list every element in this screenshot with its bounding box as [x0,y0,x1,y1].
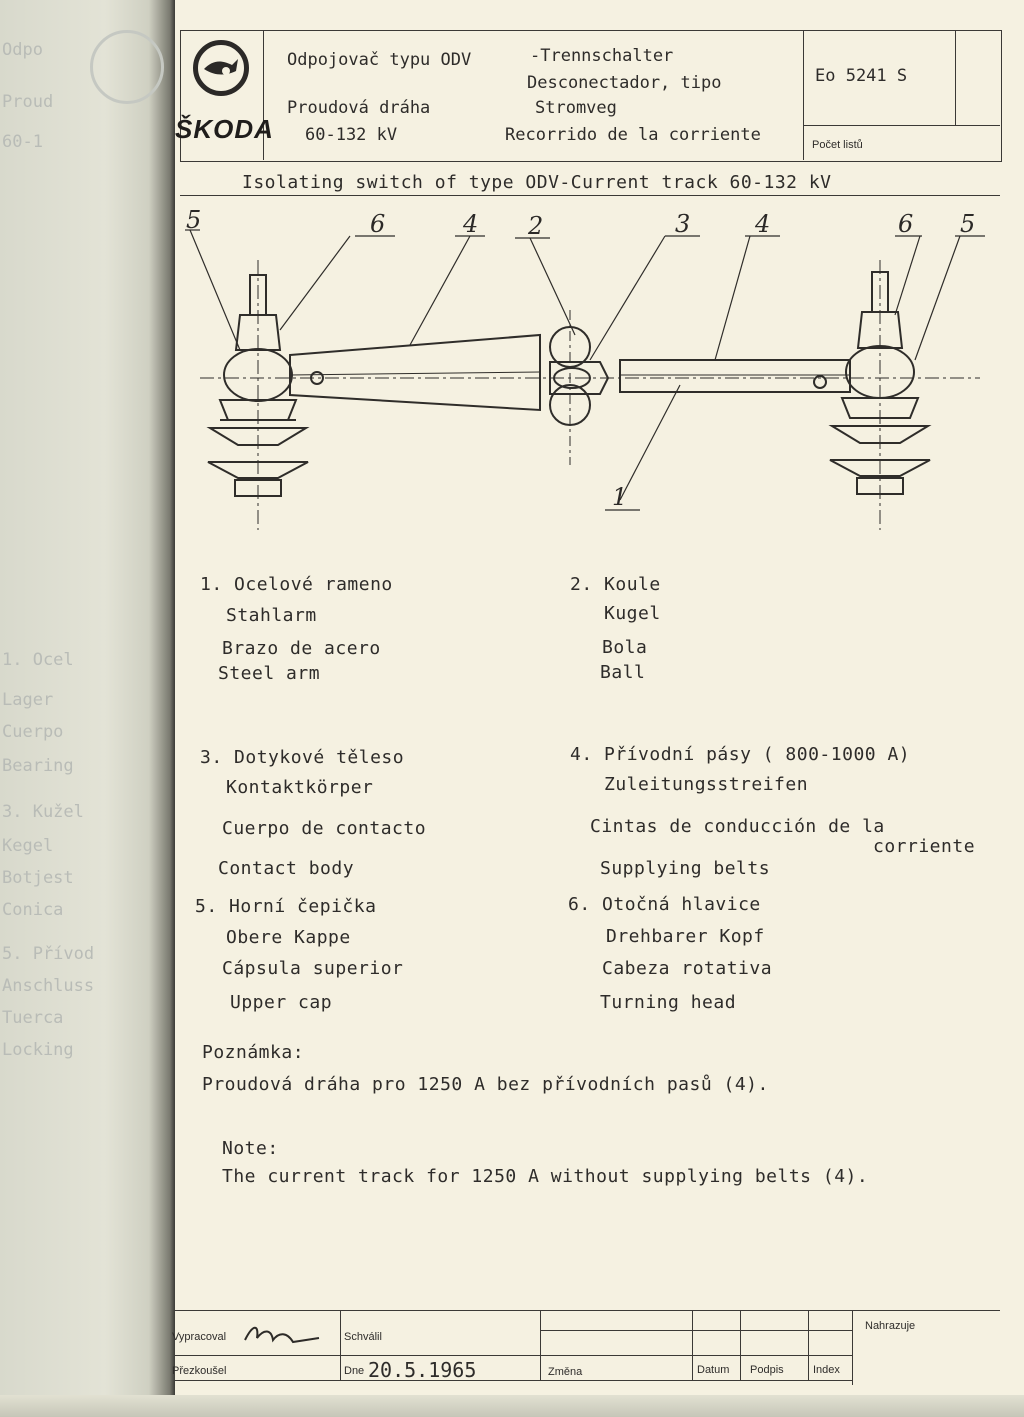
part-2-cz: 2. Koule [570,574,661,595]
scan-bottom-edge [0,1395,1024,1417]
part-1-cz: 1. Ocelové rameno [200,574,393,595]
title-cz-1: Odpojovač typu ODV [287,50,472,70]
divider [180,195,1000,196]
date-value: 20.5.1965 [368,1358,477,1382]
change-label: Změna [548,1366,583,1378]
divider [803,125,1000,126]
callout-label: 6 [370,210,386,238]
title-cz-2: Proudová dráha [287,98,431,118]
part-6-en: Turning head [600,992,737,1013]
footer-divider [340,1310,341,1380]
part-3-en: Contact body [218,858,355,879]
note-en-label: Note: [222,1138,279,1159]
ghost-text: 5. Přívod [2,944,95,964]
part-3-cz: 3. Dotykové těleso [200,747,405,768]
ghost-text: Tuerca [2,1008,64,1028]
footer-divider [692,1310,693,1380]
footer-divider [540,1330,852,1331]
note-cz-text: Proudová dráha pro 1250 A bez přívodních pasů (4). [202,1074,769,1095]
title-es-2: Recorrido de la corriente [505,125,761,145]
callout-label: 4 [463,210,479,238]
title-de-2: Stromveg [535,98,617,118]
ghost-text: Cuerpo [2,722,64,742]
footer-divider [852,1310,853,1385]
part-6-cz: 6. Otočná hlavice [568,894,761,915]
replaces-label: Nahrazuje [865,1320,916,1332]
ghost-text: Anschluss [2,976,95,996]
skoda-logo [175,32,274,150]
footer-divider [540,1355,852,1356]
note-en-text: The current track for 1250 A without supplying belts (4). [222,1166,869,1187]
part-1-de: Stahlarm [226,605,317,626]
signature-column-label: Podpis [750,1364,784,1376]
callout-label: 5 [186,206,202,234]
part-4-es-2: corriente [873,836,976,857]
date-column-label: Datum [697,1364,730,1376]
ghost-text: Bearing [2,756,74,776]
approved-label: Schválil [344,1331,382,1343]
callout-label: 5 [960,210,976,238]
ghost-text: Proud [2,92,54,112]
ghost-text: Conica [2,900,64,920]
footer-divider [175,1355,340,1356]
prepared-by-label: Vypracoval [172,1331,227,1343]
part-2-es: Bola [602,637,648,658]
title-es-1: Desconectador, tipo [527,73,722,93]
ghost-text: Kegel [2,836,54,856]
part-1-en: Steel arm [218,663,321,684]
brand-name: ŠKODA [175,114,274,144]
part-3-es: Cuerpo de contacto [222,818,427,839]
part-1-es: Brazo de acero [222,638,381,659]
drawing-subtitle: Isolating switch of type ODV-Current track 60-132 kV [242,172,832,193]
part-2-en: Ball [600,662,646,683]
part-6-de: Drehbarer Kopf [606,926,765,947]
callout-label: 2 [528,212,544,240]
part-5-es: Cápsula superior [222,958,404,979]
title-cz-3: 60-132 kV [305,125,398,145]
footer-top-line [175,1310,1000,1311]
footer-divider [540,1310,541,1380]
ghost-logo [90,30,164,104]
footer-divider [808,1310,809,1380]
callout-label: 3 [675,210,691,238]
part-5-de: Obere Kappe [226,927,351,948]
divider [803,30,804,160]
ghost-text: 3. Kužel [2,802,84,822]
part-3-de: Kontaktkörper [226,777,374,798]
underlying-page-edge [0,0,175,1417]
part-2-de: Kugel [604,603,661,624]
prepared-signature [243,1320,323,1355]
part-4-es: Cintas de conducción de la [590,816,885,837]
document-number: Eo 5241 S [815,66,908,86]
divider [955,30,956,125]
switch-drawing [180,200,1000,560]
sheet-count-label: Počet listů [812,139,863,151]
part-6-es: Cabeza rotativa [602,958,773,979]
ghost-text: Locking [2,1040,74,1060]
skoda-emblem-icon [193,40,249,96]
ghost-text: Botjest [2,868,74,888]
ghost-text: Lager [2,690,54,710]
part-4-cz: 4. Přívodní pásy ( 800-1000 A) [570,744,911,765]
footer-divider [340,1355,540,1356]
part-4-de: Zuleitungsstreifen [604,774,809,795]
footer-divider [740,1310,741,1380]
callout-label: 1 [612,483,628,511]
footer-bottom-line [175,1380,852,1381]
date-label: Dne [344,1365,365,1377]
callout-label: 6 [898,210,914,238]
part-5-cz: 5. Horní čepička [195,896,377,917]
checked-by-label: Přezkoušel [172,1365,227,1377]
ghost-text: Odpo [2,40,43,60]
part-4-en: Supplying belts [600,858,771,879]
callout-label: 4 [755,210,771,238]
title-de: -Trennschalter [530,46,674,66]
index-column-label: Index [813,1364,840,1376]
ghost-text: 60-1 [2,132,43,152]
ghost-text: 1. Ocel [2,650,74,670]
note-cz-label: Poznámka: [202,1042,305,1063]
part-5-en: Upper cap [230,992,333,1013]
